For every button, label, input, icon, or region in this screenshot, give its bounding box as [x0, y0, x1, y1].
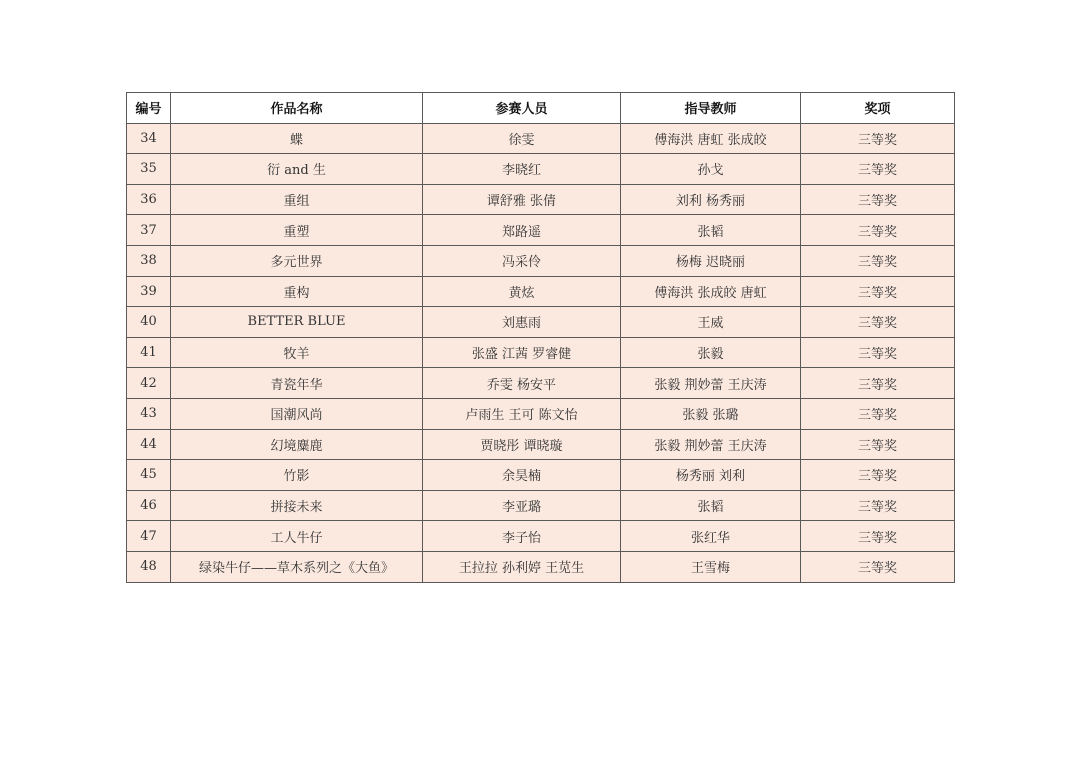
cell-id: 39 — [127, 276, 171, 307]
cell-award: 三等奖 — [801, 368, 955, 399]
cell-title: 牧羊 — [171, 337, 423, 368]
cell-id: 43 — [127, 398, 171, 429]
cell-teachers: 傅海洪 张成皎 唐虹 — [621, 276, 801, 307]
cell-title: 幻境麋鹿 — [171, 429, 423, 460]
cell-participants: 李子怡 — [423, 521, 621, 552]
cell-teachers: 杨梅 迟晓丽 — [621, 245, 801, 276]
cell-award: 三等奖 — [801, 184, 955, 215]
table-row — [127, 398, 955, 429]
table-header — [127, 93, 955, 124]
header-row — [127, 93, 955, 124]
table-row — [127, 123, 955, 154]
header-id: 编号 — [127, 93, 171, 124]
cell-teachers: 杨秀丽 刘利 — [621, 460, 801, 491]
cell-title: BETTER BLUE — [171, 307, 423, 338]
table-row — [127, 215, 955, 246]
cell-id: 48 — [127, 551, 171, 582]
cell-title: 青瓷年华 — [171, 368, 423, 399]
cell-award: 三等奖 — [801, 460, 955, 491]
table-row — [127, 368, 955, 399]
cell-teachers: 张毅 荆妙蕾 王庆涛 — [621, 429, 801, 460]
cell-id: 38 — [127, 245, 171, 276]
cell-title: 重构 — [171, 276, 423, 307]
cell-award: 三等奖 — [801, 398, 955, 429]
cell-participants: 刘惠雨 — [423, 307, 621, 338]
cell-award: 三等奖 — [801, 123, 955, 154]
cell-participants: 余昊楠 — [423, 460, 621, 491]
cell-teachers: 张韬 — [621, 215, 801, 246]
cell-title: 多元世界 — [171, 245, 423, 276]
cell-teachers: 傅海洪 唐虹 张成皎 — [621, 123, 801, 154]
table-row — [127, 184, 955, 215]
cell-participants: 王拉拉 孙利婷 王苋生 — [423, 551, 621, 582]
cell-participants: 李亚璐 — [423, 490, 621, 521]
cell-title: 拼接未来 — [171, 490, 423, 521]
table-row — [127, 429, 955, 460]
table-row — [127, 490, 955, 521]
cell-teachers: 张毅 — [621, 337, 801, 368]
cell-title: 绿染牛仔——草木系列之《大鱼》 — [171, 551, 423, 582]
cell-id: 46 — [127, 490, 171, 521]
cell-award: 三等奖 — [801, 521, 955, 552]
table-row — [127, 521, 955, 552]
header-title: 作品名称 — [171, 93, 423, 124]
cell-id: 36 — [127, 184, 171, 215]
header-teachers: 指导教师 — [621, 93, 801, 124]
cell-participants: 乔雯 杨安平 — [423, 368, 621, 399]
cell-id: 44 — [127, 429, 171, 460]
cell-teachers: 王威 — [621, 307, 801, 338]
cell-id: 45 — [127, 460, 171, 491]
cell-id: 35 — [127, 154, 171, 185]
cell-teachers: 张红华 — [621, 521, 801, 552]
cell-id: 34 — [127, 123, 171, 154]
cell-participants: 徐雯 — [423, 123, 621, 154]
cell-award: 三等奖 — [801, 276, 955, 307]
cell-award: 三等奖 — [801, 154, 955, 185]
cell-participants: 黄炫 — [423, 276, 621, 307]
table-row — [127, 154, 955, 185]
cell-id: 37 — [127, 215, 171, 246]
cell-award: 三等奖 — [801, 337, 955, 368]
cell-participants: 李晓红 — [423, 154, 621, 185]
cell-participants: 谭舒雅 张倩 — [423, 184, 621, 215]
cell-title: 蝶 — [171, 123, 423, 154]
cell-id: 42 — [127, 368, 171, 399]
cell-title: 国潮风尚 — [171, 398, 423, 429]
cell-teachers: 张毅 张璐 — [621, 398, 801, 429]
header-award: 奖项 — [801, 93, 955, 124]
cell-teachers: 刘利 杨秀丽 — [621, 184, 801, 215]
cell-participants: 贾晓彤 谭晓璇 — [423, 429, 621, 460]
cell-id: 47 — [127, 521, 171, 552]
cell-title: 衍 and 生 — [171, 154, 423, 185]
cell-teachers: 张韬 — [621, 490, 801, 521]
header-participants: 参赛人员 — [423, 93, 621, 124]
cell-teachers: 王雪梅 — [621, 551, 801, 582]
cell-participants: 郑路遥 — [423, 215, 621, 246]
table-row — [127, 460, 955, 491]
cell-teachers: 张毅 荆妙蕾 王庆涛 — [621, 368, 801, 399]
table-row — [127, 337, 955, 368]
cell-title: 重组 — [171, 184, 423, 215]
cell-teachers: 孙戈 — [621, 154, 801, 185]
cell-id: 40 — [127, 307, 171, 338]
cell-title: 竹影 — [171, 460, 423, 491]
cell-participants: 张盛 江茜 罗睿健 — [423, 337, 621, 368]
awards-table — [126, 92, 955, 583]
table-row — [127, 551, 955, 582]
cell-award: 三等奖 — [801, 215, 955, 246]
cell-award: 三等奖 — [801, 245, 955, 276]
table-row — [127, 276, 955, 307]
cell-award: 三等奖 — [801, 429, 955, 460]
cell-award: 三等奖 — [801, 490, 955, 521]
table-row — [127, 307, 955, 338]
cell-title: 重塑 — [171, 215, 423, 246]
table-body — [127, 123, 955, 582]
cell-id: 41 — [127, 337, 171, 368]
cell-award: 三等奖 — [801, 551, 955, 582]
cell-title: 工人牛仔 — [171, 521, 423, 552]
cell-award: 三等奖 — [801, 307, 955, 338]
cell-participants: 冯采伶 — [423, 245, 621, 276]
cell-participants: 卢雨生 王可 陈文怡 — [423, 398, 621, 429]
table-row — [127, 245, 955, 276]
